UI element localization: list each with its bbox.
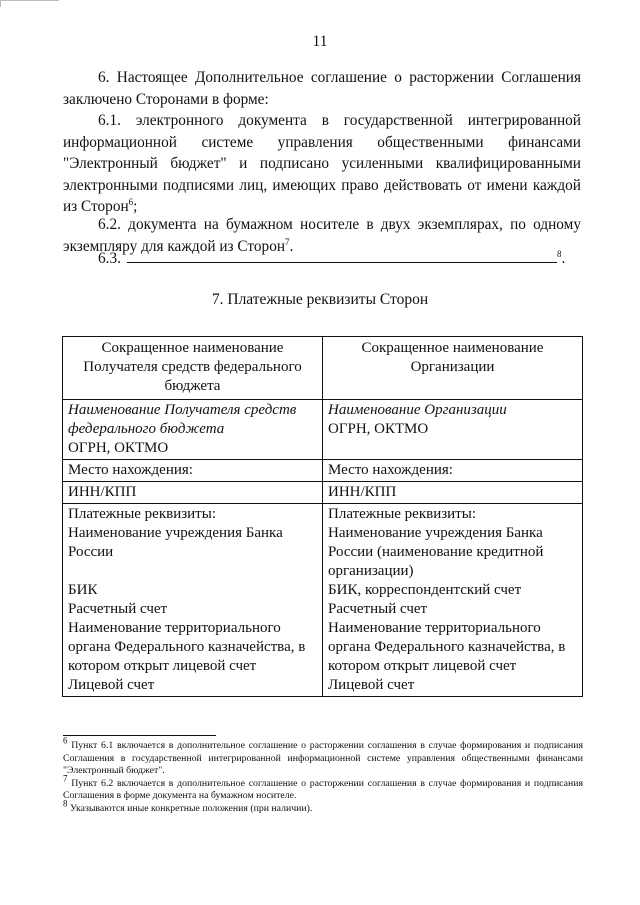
table-row-inn [63,482,583,504]
clause-6-3-end: . [561,250,566,267]
footnote-ref-8: 8 [556,248,562,259]
recipient-personal-account: Лицевой счет [68,677,155,693]
footnote-mark: 8 [63,798,68,809]
clause-6-1-text: 6.1. электронного документа в государственной интегрированной информационной системе управления общественными финансами "Электронный бюджет" и подписано усиленными квалифицированными электронными подписями лиц, имеющих право действовать от имени каждой из Сторон [63,112,581,215]
footnote-8 [63,798,583,816]
recipient-ogrn: ОГРН, ОКТМО [68,440,169,456]
recipient-treasury: Наименование территориального органа Федерального казначейства, в котором открыт лицевой счет [68,620,306,674]
recipient-account: Расчетный счет [68,601,168,617]
recipient-name: Наименование Получателя средств федерального бюджета [68,402,297,437]
footnotes [63,735,583,815]
organization-location: Место нахождения: [323,460,583,482]
organization-personal-account: Лицевой счет [328,677,415,693]
footnote-mark: 6 [63,735,68,746]
recipient-inn: ИНН/КПП [63,482,323,504]
header-organization: Сокращенное наименование Организации [323,337,583,400]
organization-ogrn: ОГРН, ОКТМО [328,421,429,437]
footnote-7 [63,773,583,803]
recipient-bank: Наименование учреждения Банка России [68,525,283,560]
clause-6-3 [98,248,581,270]
footnote-6 [63,735,583,778]
footnote-text: Пункт 6.1 включается в дополнительное соглашение о расторжении соглашения в случае формирования и подписания Соглашения в государственной интегрированной информационной системе управления общественными финансами "Электронный бюджет". [63,740,583,776]
footnote-separator [63,735,216,736]
recipient-location: Место нахождения: [63,460,323,482]
payment-details-table [62,336,583,697]
organization-bank: Наименование учреждения Банка России (наименование кредитной организации) [328,525,544,579]
footnote-ref-7: 7 [285,236,290,247]
table-row-location [63,460,583,482]
organization-bik: БИК, корреспондентский счет [328,582,522,598]
cell-recipient-name [63,400,323,460]
organization-account: Расчетный счет [328,601,428,617]
clause-6-2-end: . [289,237,294,255]
organization-payment-title: Платежные реквизиты: [328,506,476,522]
cell-organization-name [323,400,583,460]
fill-in-blank-line [127,248,557,263]
section-7-title: 7. Платежные реквизиты Сторон [211,291,429,308]
cell-recipient-payment [63,504,323,697]
recipient-payment-title: Платежные реквизиты: [68,506,216,522]
organization-inn: ИНН/КПП [323,482,583,504]
clause-6-intro: 6. Настоящее Дополнительное соглашение о расторжении Соглашения заключено Сторонами в форме: [63,69,581,108]
footnote-text: Пункт 6.2 включается в дополнительное соглашение о расторжении соглашения в случае формирования и подписания Соглашения в форме документа на бумажном носителе. [63,777,583,801]
clause-6-3-label: 6.3. [98,250,121,267]
organization-name: Наименование Организации [328,402,507,418]
clause-6-2-text: 6.2. документа на бумажном носителе в двух экземплярах, по одному экземпляру для каждой из Сторон [63,216,581,255]
cell-organization-payment [323,504,583,697]
page-number: 11 [312,33,328,50]
header-recipient: Сокращенное наименование Получателя средств федерального бюджета [63,337,323,400]
page-corner-mark [0,0,59,7]
clause-6-1-end: ; [133,198,138,215]
recipient-bik: БИК [68,582,98,598]
clause-6-1 [63,110,581,218]
footnote-mark: 7 [63,773,68,784]
table-row-name [63,400,583,460]
table-row-payment [63,504,583,697]
footnote-text: Указываются иные конкретные положения (при наличии). [67,802,313,814]
spacer [68,562,317,581]
table-header-row [63,337,583,400]
organization-treasury: Наименование территориального органа Федерального казначейства, в котором открыт лицевой счет [328,620,566,674]
footnote-ref-6: 6 [128,196,134,207]
